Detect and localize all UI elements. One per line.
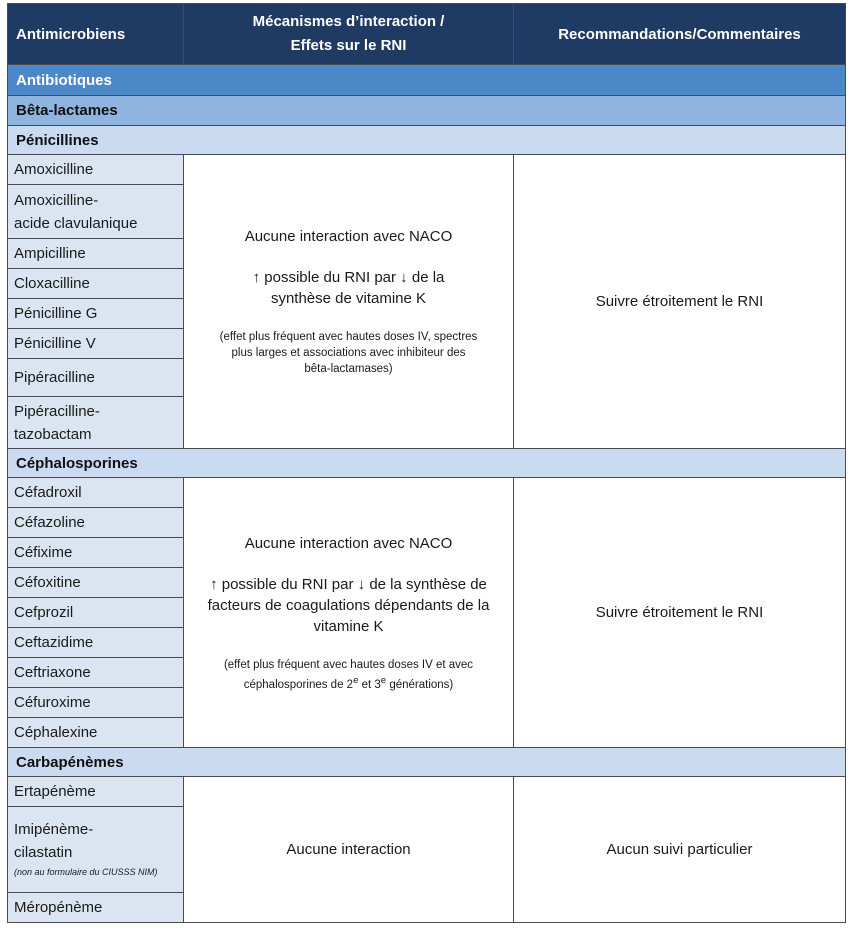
drug-cell — [8, 807, 184, 893]
header-recommandations: Recommandations/Commentaires — [514, 4, 846, 65]
drug-name-line2: tazobactam — [14, 425, 92, 443]
mechanism-line2: ↑ possible du RNI par ↓ de la synthèse de vitamine K — [252, 269, 445, 307]
header-row — [8, 4, 846, 65]
drug-cell: Céfixime — [8, 538, 184, 568]
header-mecanismes-line2: Effets sur le RNI — [290, 37, 407, 54]
drug-cell — [8, 185, 184, 239]
drug-cell: Cefprozil — [8, 598, 184, 628]
mechanism-line1: Aucune interaction avec NACO — [244, 534, 453, 552]
drug-cell: Céfadroxil — [8, 478, 184, 508]
drug-name-line2: cilastatin — [14, 844, 73, 861]
mechanism-cell-cephalosporines — [184, 478, 514, 748]
mechanism-note — [184, 657, 513, 693]
drug-cell: Pénicilline V — [8, 329, 184, 359]
table-row — [8, 478, 846, 508]
drug-cell: Ceftriaxone — [8, 658, 184, 688]
note-sup2: e — [380, 674, 387, 686]
recommendation-cell-carbapenemes: Aucun suivi particulier — [514, 777, 846, 923]
group-row-penicillines — [8, 126, 846, 155]
mechanism-line1: Aucune interaction avec NACO — [244, 228, 453, 245]
recommendation-cell-penicillines: Suivre étroitement le RNI — [514, 155, 846, 449]
drug-cell: Pipéracilline — [8, 359, 184, 397]
mechanism-line1: Aucune interaction — [286, 841, 411, 858]
drug-cell: Méropénème — [8, 893, 184, 923]
section-row-antibiotiques — [8, 65, 846, 96]
drug-interaction-table-container — [7, 3, 845, 923]
note-sup1: e — [353, 674, 359, 686]
table-row — [8, 155, 846, 185]
mechanism-note: (effet plus fréquent avec hautes doses IV, spectres plus larges et associations avec inhibiteur des bêta-lactamases) — [219, 331, 478, 375]
group-title-carbapenemes: Carbapénèmes — [8, 748, 846, 777]
drug-cell: Céphalexine — [8, 718, 184, 748]
group-row-cephalosporines — [8, 449, 846, 478]
drug-interaction-table — [7, 3, 846, 923]
drug-cell: Céfoxitine — [8, 568, 184, 598]
group-title-penicillines: Pénicillines — [8, 126, 846, 155]
section-beta-lactames: Bêta-lactames — [8, 96, 846, 126]
drug-cell: Cloxacilline — [8, 269, 184, 299]
section-row-beta-lactames — [8, 96, 846, 126]
drug-name-line1: Amoxicilline- — [14, 191, 99, 209]
drug-cell: Ampicilline — [8, 239, 184, 269]
group-row-carbapenemes — [8, 748, 846, 777]
note-part1: (effet plus fréquent avec hautes doses IV et avec céphalosporines de 2 — [223, 658, 474, 691]
drug-name-line1: Pipéracilline- — [14, 402, 100, 420]
drug-cell: Céfazoline — [8, 508, 184, 538]
recommendation-cell-cephalosporines: Suivre étroitement le RNI — [514, 478, 846, 748]
mechanism-line2: ↑ possible du RNI par ↓ de la synthèse de facteurs de coagulations dépendants de la vitamine K — [207, 575, 490, 635]
drug-name-line1: Imipénème- — [14, 821, 94, 838]
header-mecanismes — [184, 4, 514, 65]
drug-name-line2: acide clavulanique — [14, 214, 138, 232]
drug-note: (non au formulaire du CIUSSS NIM) — [14, 867, 158, 877]
table-row — [8, 777, 846, 807]
note-part3: générations) — [386, 678, 454, 691]
drug-cell: Ertapénème — [8, 777, 184, 807]
drug-cell: Amoxicilline — [8, 155, 184, 185]
section-antibiotiques: Antibiotiques — [8, 65, 846, 96]
drug-cell: Céfuroxime — [8, 688, 184, 718]
drug-cell: Pénicilline G — [8, 299, 184, 329]
header-antimicrobiens: Antimicrobiens — [8, 4, 184, 65]
note-part2: et 3 — [358, 678, 381, 691]
mechanism-cell-penicillines — [184, 155, 514, 449]
drug-cell: Ceftazidime — [8, 628, 184, 658]
mechanism-cell-carbapenemes — [184, 777, 514, 923]
drug-cell — [8, 397, 184, 449]
group-title-cephalosporines: Céphalosporines — [8, 449, 846, 478]
header-mecanismes-line1: Mécanismes d’interaction / — [252, 13, 445, 30]
